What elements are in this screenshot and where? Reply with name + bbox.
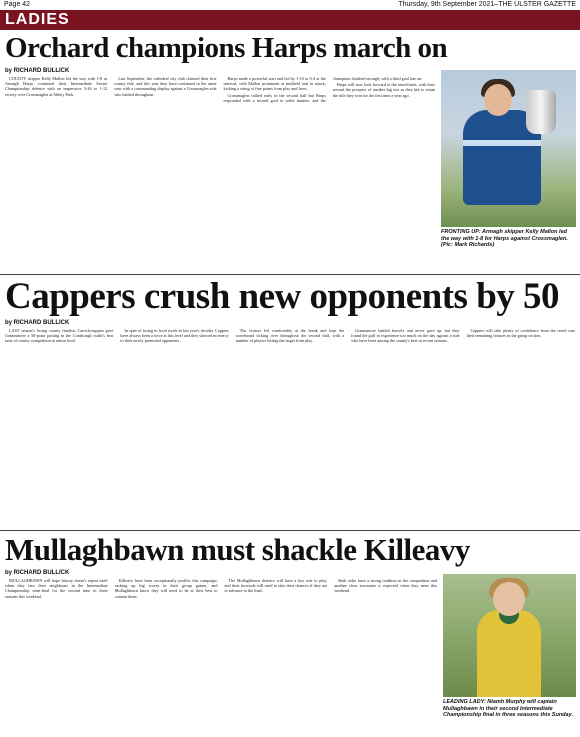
issue-date-line: Thursday, 9th September 2021–THE ULSTER GAZETTE	[398, 1, 576, 8]
body-paragraph: Crossmaglen rallied early in the second half but Harps responded with a second goal to settle matters, and the champions finished strongly with a third goal late on.	[223, 76, 423, 103]
page-number: Page 42	[4, 1, 31, 8]
body-paragraph: In spite of losing to local rivals in last year's decider, Cappers have always been a force at this level and they showed no mercy to their newly promoted opponents.	[120, 328, 229, 344]
body-paragraph: Grannsmore battled bravely and never gave up, but they found the gulf in experience too much on the day against a side who have been among the county's best in recent seasons.	[351, 328, 460, 344]
body-paragraph: Both sides have a strong tradition in the competition and another close encounter is expected when they meet this weekend.	[334, 578, 437, 594]
player-with-trophy-photo	[441, 70, 576, 227]
story3-headline: Mullaghbawn must shackle Killeavy	[5, 532, 470, 567]
body-paragraph: LAST season's losing county finalists Carrickcruppen gave Grannsmore a 50-point pasting in the Conshoagh outfit's first taste of county competition at senior level.	[5, 328, 114, 344]
section-banner	[0, 10, 580, 30]
body-paragraph: Cappers will take plenty of confidence from the result into their remaining fixtures in the group section.	[466, 328, 575, 339]
story1-headline: Orchard champions Harps march on	[5, 32, 448, 64]
story3-photo-caption: LEADING LADY: Niamh Murphy will captain Mullaghbawn in their second Intermediate Championship final in three seasons this Sunday.	[443, 699, 573, 719]
story-divider	[0, 274, 580, 275]
body-paragraph: Harps made a powerful start and led by 1-10 to 0-4 at the interval, with Mallon prominent at midfield and in attack, kicking a string of fine points from play and frees.	[223, 76, 326, 92]
story3-byline: by RICHARD BULLICK	[5, 570, 70, 576]
body-paragraph: COUNTY skipper Kelly Mallon led the way with 1-8 as Armagh Harps continued their Intermediate Senior Championship defence with an impressive 3-26 to 1-12 victory over Crossmaglen at Abbey Park.	[5, 76, 108, 97]
body-paragraph: Killeavy have been exceptionally prolific this campaign, racking up big scores in their group games, and Mullaghbawn know they will need to be at their best to contain them.	[114, 578, 218, 599]
player-portrait-photo	[443, 574, 576, 697]
section-label: LADIES	[5, 11, 70, 28]
body-paragraph: Harps will now look forward to the semi-finals, with their reward the prospect of another big test as they bid to retain the title they won for the first time a year ago.	[332, 82, 435, 98]
story3-body	[5, 578, 437, 733]
story1-body	[5, 76, 435, 272]
body-paragraph: The Mullaghbawn defence will have a key role to play, and their forwards will need to take their chances if they are to advance to the final.	[224, 578, 328, 594]
story2-body	[5, 328, 575, 526]
body-paragraph: Last September, the cathedral city club claimed their first county title, and this year they have continued in the same vein with a commanding display against a Crossmaglen side who battled throughout.	[114, 76, 217, 97]
body-paragraph: MULLAGHBAWN will hope history doesn't repeat itself when they face their neighbours in the Intermediate Championship semi-final for the second time in three seasons this weekend.	[5, 578, 108, 599]
body-paragraph: The visitors led comfortably at the break and kept the scoreboard ticking over throughout the second half, with a number of players hitting the target from play.	[235, 328, 345, 344]
story2-headline: Cappers crush new opponents by 50	[5, 276, 560, 317]
story1-photo-caption: FRONTING UP: Armagh skipper Kelly Mallon led the way with 1-8 for Harps against Crossmaglen. (Pic: Mark Richards)	[441, 229, 568, 249]
story2-byline: by RICHARD BULLICK	[5, 320, 70, 326]
story1-byline: by RICHARD BULLICK	[5, 68, 70, 74]
masthead	[0, 0, 580, 10]
story-divider	[0, 530, 580, 531]
